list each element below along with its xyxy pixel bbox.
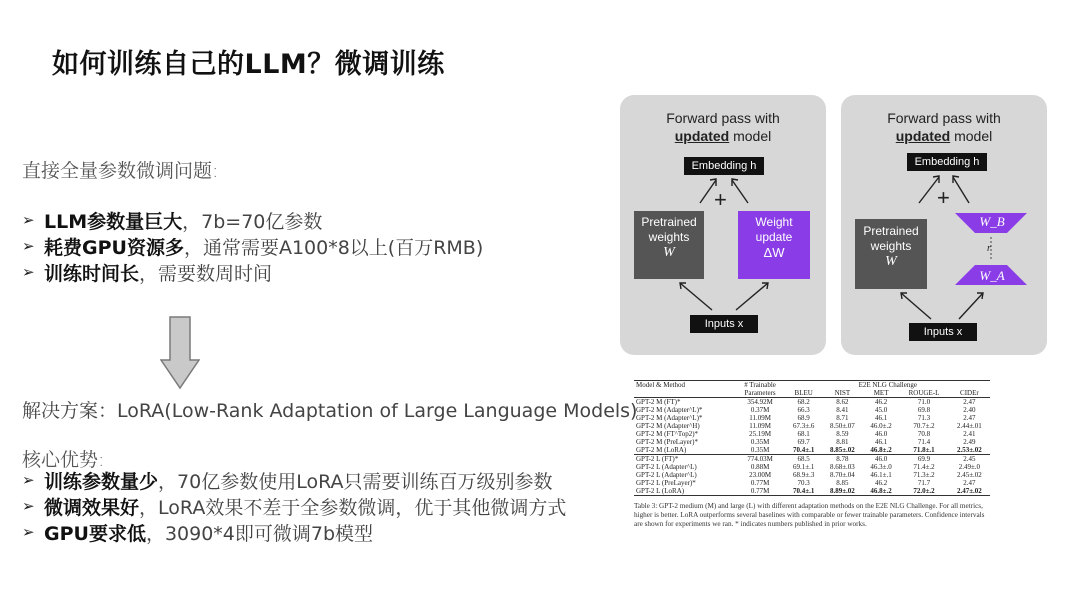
table-cell: 71.3 (917, 414, 931, 422)
table-cell: GPT-2 M (FT)* (636, 398, 681, 406)
table-cell: 8.85±.02 (829, 446, 855, 454)
results-table-figure (634, 380, 996, 580)
table-cell: 68.5 (786, 455, 822, 464)
table-cell: GPT-2 L (FT)* (634, 455, 735, 464)
table-row (634, 398, 990, 407)
table-cell: 2.53±.02 (956, 446, 982, 454)
bullet-text: ，通常需要A100*8以上(百万RMB) (183, 236, 484, 259)
table-cell: 46.0 (874, 430, 888, 438)
table-row (634, 422, 990, 430)
table-cell: 70.4±.1 (793, 487, 815, 495)
advantage-bullet (22, 519, 566, 545)
table-cell: GPT-2 L (Adapter^L) (636, 471, 697, 479)
slide-title: 如何训练自己的LLM？微调训练 (52, 49, 445, 80)
table-cell: 45.0 (874, 406, 888, 414)
table-row (634, 479, 990, 487)
arrow-bullet-icon: ➢ (22, 211, 35, 229)
wa-label: W_A (979, 268, 1005, 283)
table-cell: 25.19M (749, 430, 772, 438)
table-cell: 71.4±.2 (913, 463, 935, 471)
table-row (634, 471, 990, 479)
table-cell: 2.45±.02 (956, 471, 982, 479)
table-cell: 71.8±.1 (913, 446, 935, 454)
plus-sign: + (937, 185, 950, 210)
table-header: Parameters (744, 389, 776, 397)
table-cell: 70.4±.1 (793, 446, 815, 454)
bullet-text: ，LoRA效果不差于全参数微调，优于其他微调方式 (139, 496, 567, 519)
table-cell: 46.1 (874, 414, 888, 422)
diagram-title-rest: model (729, 128, 772, 144)
advantages-section (22, 445, 566, 545)
weight-update-box (738, 211, 810, 279)
bullet-bold: 微调效果好 (44, 496, 140, 519)
table-cell: 23.00M (749, 471, 772, 479)
table-cell: GPT-2 M (Adapter^L)* (636, 414, 703, 422)
arrow-bullet-icon: ➢ (22, 237, 35, 255)
table-cell: GPT-2 L (Adapter^L) (636, 463, 697, 471)
table-cell: GPT-2 M (Adapter^H) (636, 422, 700, 430)
table-cell: 0.88M (750, 463, 770, 471)
bullet-text: ，7b=70亿参数 (182, 210, 323, 233)
wb-label: W_B (979, 214, 1005, 229)
table-cell: 69.8 (917, 406, 931, 414)
bullet-text: ，3090*4即可微调7b模型 (145, 522, 374, 545)
table-cell: GPT-2 L (PreLayer)* (636, 479, 696, 487)
table-cell: 8.89±.02 (829, 487, 855, 495)
table-row (634, 455, 990, 464)
problem-bullet (22, 259, 483, 285)
table-cell: 2.47±.02 (956, 487, 982, 495)
table-row (634, 446, 990, 455)
pretrained-weights-box (634, 211, 704, 279)
table-cell: GPT-2 M (Adapter^L)* (636, 406, 703, 414)
table-cell: 8.81 (836, 438, 849, 446)
diagram-title-line: Forward pass with (887, 110, 1001, 126)
problem-bullet (22, 207, 483, 233)
table-cell: 66.3 (797, 406, 810, 414)
table-cell: 46.1±.1 (870, 471, 892, 479)
embedding-box: Embedding h (684, 157, 764, 175)
table-header: ROUGE-L (908, 389, 940, 397)
table-caption: Table 3: GPT-2 medium (M) and large (L) with different adaptation methods on the E2E NLG Challenge. For all metrics, higher is better. LoRA outperforms several baselines with comparable or fewer trainable parameters. Confidence intervals are shown for experiments we ran. * indicates numbers published in prior works. (634, 502, 985, 528)
table-cell: 70.7±.2 (913, 422, 935, 430)
table-cell: 46.8±.2 (870, 487, 892, 495)
diagram-title-bold: updated (895, 128, 951, 144)
table-cell: 0.35M (750, 438, 770, 446)
table-cell: 0.37M (750, 406, 770, 414)
arrow-bullet-icon: ➢ (22, 523, 35, 541)
table-cell: 2.41 (963, 430, 976, 438)
table-cell: 68.2 (797, 398, 810, 406)
lora-diagram (841, 95, 1047, 355)
diagram-title-line: Forward pass with (666, 110, 780, 126)
table-cell: 46.2 (874, 398, 888, 406)
advantage-bullet (22, 493, 566, 519)
table-cell: GPT-2 L (LoRA) (636, 487, 685, 495)
problem-heading: 直接全量参数微调问题: (22, 160, 219, 182)
box-line: W (885, 254, 897, 269)
table-cell: 2.49±.0 (958, 463, 981, 471)
box-line: weights (870, 239, 912, 253)
table-cell: 71.7 (917, 479, 931, 487)
table-cell: 70.3 (797, 479, 810, 487)
arrow-bullet-icon: ➢ (22, 497, 35, 515)
table-cell: GPT-2 M (LoRA) (636, 446, 687, 454)
table-row (634, 487, 990, 496)
table-header: NIST (834, 389, 851, 397)
table-cell: 68.9±.3 (793, 471, 815, 479)
table-row (634, 463, 990, 471)
plus-sign: + (714, 187, 727, 212)
table-header: # Trainable (744, 381, 776, 389)
table-cell: 0.77M (750, 487, 770, 495)
bullet-bold: GPU要求低 (44, 522, 146, 545)
table-cell: 67.3±.6 (793, 422, 815, 430)
table-cell: 11.09M (749, 414, 771, 422)
table-row (634, 430, 990, 438)
table-cell: 11.09M (749, 422, 771, 430)
rank-label: r (987, 243, 991, 254)
table-cell: 2.47 (963, 398, 976, 406)
box-line: update (755, 230, 793, 244)
box-line: Pretrained (863, 224, 919, 238)
table-cell: 2.47 (963, 414, 976, 422)
table-cell: 2.45 (949, 455, 990, 464)
table-cell: 8.41 (836, 406, 849, 414)
table-row (634, 438, 990, 446)
table-cell: 46.0±.2 (870, 422, 892, 430)
full-finetune-diagram (620, 95, 826, 355)
bullet-bold: LLM参数量巨大 (44, 210, 183, 233)
table-cell: 46.2 (874, 479, 888, 487)
table-cell: 354.92M (747, 398, 773, 406)
table-cell: 8.70±.04 (829, 471, 855, 479)
table-header: CIDEr (960, 389, 979, 397)
box-line: ΔW (763, 245, 785, 260)
table-cell: 71.4 (917, 438, 931, 446)
table-cell: 0.35M (750, 446, 770, 454)
diagram-title-rest: model (950, 128, 993, 144)
table-cell: 774.03M (735, 455, 786, 464)
table-cell: 0.77M (750, 479, 770, 487)
table-cell: 69.1±.1 (793, 463, 815, 471)
results-table (634, 380, 990, 496)
table-cell: 71.0 (917, 398, 931, 406)
inputs-box: Inputs x (909, 323, 977, 341)
table-cell: 46.8±.2 (870, 446, 892, 454)
problem-bullet (22, 233, 483, 259)
table-cell: 46.3±.0 (870, 463, 892, 471)
table-header: MET (873, 389, 889, 397)
table-cell: 72.0±.2 (913, 487, 935, 495)
table-cell: 68.1 (797, 430, 810, 438)
table-cell: GPT-2 M (PreLayer)* (636, 438, 698, 446)
advantages-heading: 核心优势: (22, 449, 105, 471)
table-cell: 2.49 (963, 438, 976, 446)
problem-section (22, 156, 483, 285)
table-header: BLEU (794, 389, 813, 397)
table-cell: 8.50±.07 (829, 422, 855, 430)
arrow-bullet-icon: ➢ (22, 263, 35, 281)
table-cell: 8.71 (836, 414, 849, 422)
table-cell: 8.68±.03 (829, 463, 855, 471)
table-cell: 8.62 (836, 398, 849, 406)
bullet-text: ，需要数周时间 (139, 262, 273, 285)
bullet-bold: 训练参数量少 (44, 470, 159, 493)
table-cell: 68.9 (797, 414, 810, 422)
bullet-bold: 耗费GPU资源多 (44, 236, 184, 259)
solution-text: 解决方案：LoRA(Low-Rank Adaptation of Large Language Models) (22, 400, 638, 422)
table-cell: 70.8 (917, 430, 931, 438)
box-line: W (663, 245, 675, 260)
table-cell: GPT-2 M (FT^Top2)* (636, 430, 699, 438)
table-cell: 46.1 (874, 438, 888, 446)
table-cell: 8.85 (836, 479, 849, 487)
table-body (634, 398, 990, 496)
table-cell: 2.47 (963, 479, 976, 487)
inputs-box: Inputs x (690, 315, 758, 333)
table-cell: 69.7 (797, 438, 810, 446)
table-cell: 8.78 (822, 455, 863, 464)
down-arrow-icon (160, 316, 200, 390)
table-row (634, 406, 990, 414)
table-cell: 8.59 (836, 430, 849, 438)
table-header (634, 389, 735, 398)
embedding-box: Embedding h (907, 153, 987, 171)
bullet-bold: 训练时间长 (44, 262, 140, 285)
table-cell: 2.40 (963, 406, 976, 414)
table-header: Model & Method (636, 381, 685, 389)
table-header: E2E NLG Challenge (858, 381, 917, 389)
table-cell: 46.0 (863, 455, 899, 464)
diagram-title-bold: updated (674, 128, 730, 144)
table-cell: 2.44±.01 (956, 422, 982, 430)
box-line: Weight (755, 215, 793, 229)
table-row (634, 414, 990, 422)
box-line: Pretrained (641, 215, 697, 229)
table-cell: 71.3±.2 (913, 471, 935, 479)
arrow-bullet-icon: ➢ (22, 471, 35, 489)
pretrained-weights-box (855, 219, 927, 289)
bullet-text: ，70亿参数使用LoRA只需要训练百万级别参数 (158, 470, 553, 493)
advantage-bullet (22, 467, 566, 493)
table-cell: 69.9 (899, 455, 949, 464)
box-line: weights (648, 230, 690, 244)
